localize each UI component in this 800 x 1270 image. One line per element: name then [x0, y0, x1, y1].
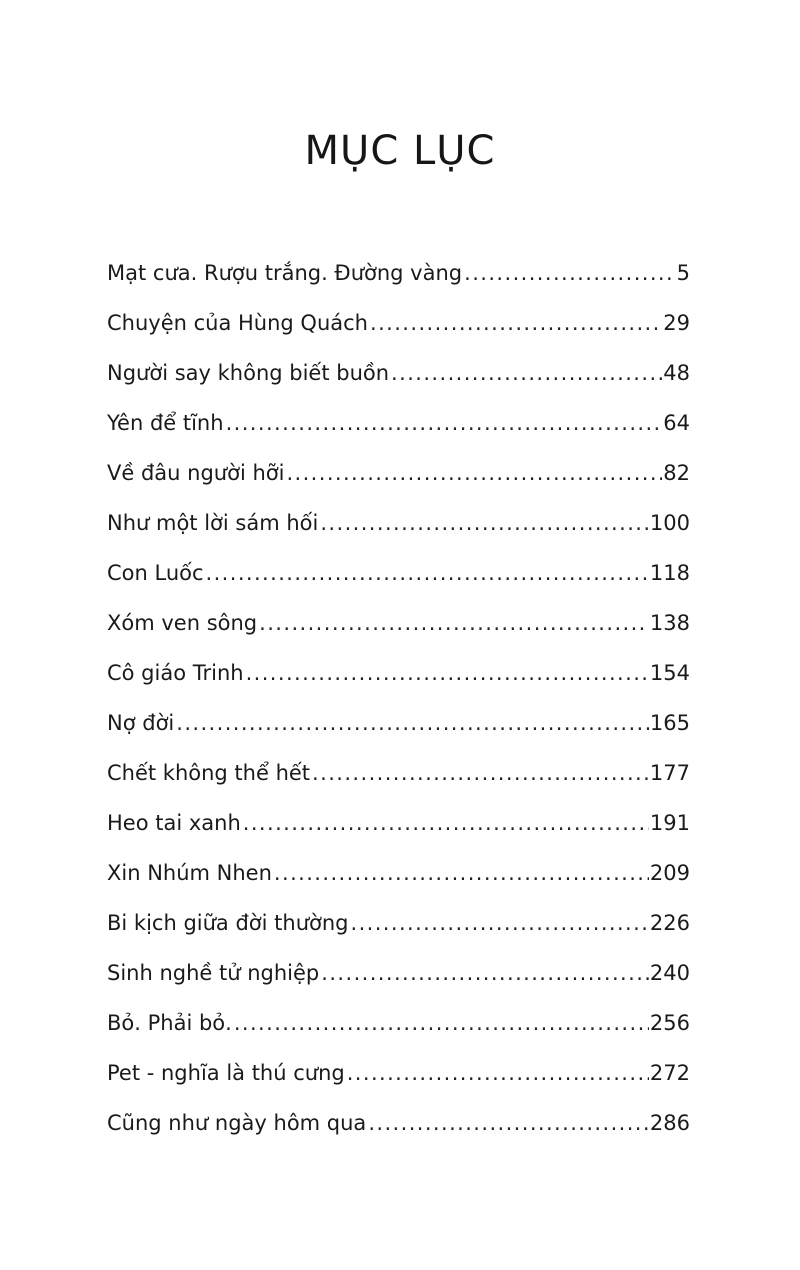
entry-page: 240	[649, 961, 690, 985]
toc-entry	[107, 948, 690, 998]
entry-title: Người say không biết buồn	[107, 361, 390, 385]
toc-entry	[107, 898, 690, 948]
toc-entry	[107, 798, 690, 848]
entry-title: Xin Nhúm Nhen	[107, 861, 272, 885]
entry-title: Về đâu người hỡi	[107, 461, 285, 485]
dot-leader	[464, 248, 676, 298]
entry-page: 165	[649, 711, 690, 735]
entry-title: Chết không thể hết	[107, 761, 311, 785]
dot-leader	[286, 448, 662, 498]
entry-page: 64	[663, 411, 690, 435]
dot-leader	[320, 498, 649, 548]
toc-entry	[107, 748, 690, 798]
entry-page: 100	[649, 511, 690, 535]
entry-title: Heo tai xanh	[107, 811, 241, 835]
dot-leader	[274, 848, 649, 898]
dot-leader	[368, 1098, 649, 1148]
toc-entry	[107, 598, 690, 648]
entry-page: 154	[649, 661, 690, 685]
dot-leader	[370, 298, 662, 348]
entry-title: Pet - nghĩa là thú cưng	[107, 1061, 345, 1085]
entry-page: 82	[663, 461, 690, 485]
entry-page: 256	[649, 1011, 690, 1035]
entry-title: Nợ đời	[107, 711, 175, 735]
toc-entry	[107, 498, 690, 548]
dot-leader	[226, 398, 663, 448]
toc-entry	[107, 548, 690, 598]
toc-entry	[107, 998, 690, 1048]
table-of-contents	[107, 248, 690, 1148]
entry-title: Mạt cưa. Rượu trắng. Đường vàng	[107, 261, 463, 285]
toc-entry	[107, 398, 690, 448]
dot-leader	[347, 1048, 649, 1098]
entry-page: 286	[649, 1111, 690, 1135]
entry-title: Như một lời sám hối	[107, 511, 319, 535]
entry-page: 5	[676, 261, 690, 285]
dot-leader	[206, 548, 649, 598]
entry-title: Chuyện của Hùng Quách	[107, 311, 368, 335]
toc-entry	[107, 248, 690, 298]
dot-leader	[243, 798, 649, 848]
entry-page: 191	[649, 811, 690, 835]
entry-title: Sinh nghề tử nghiệp	[107, 961, 320, 985]
entry-title: Xóm ven sông	[107, 611, 258, 635]
entry-title: Cô giáo Trinh	[107, 661, 244, 685]
page-title: MỤC LỤC	[304, 128, 496, 174]
toc-entry	[107, 698, 690, 748]
entry-page: 272	[649, 1061, 690, 1085]
toc-entry	[107, 348, 690, 398]
entry-page: 118	[649, 561, 690, 585]
dot-leader	[234, 998, 649, 1048]
entry-page: 209	[649, 861, 690, 885]
entry-page: 177	[649, 761, 690, 785]
dot-leader	[176, 698, 649, 748]
entry-title: Bỏ. Phải bỏ.	[107, 1011, 232, 1035]
toc-entry	[107, 298, 690, 348]
entry-title: Bi kịch giữa đời thường	[107, 911, 349, 935]
dot-leader	[321, 948, 649, 998]
entry-page: 29	[663, 311, 690, 335]
dot-leader	[351, 898, 649, 948]
toc-entry	[107, 1098, 690, 1148]
entry-title: Con Luốc	[107, 561, 204, 585]
entry-page: 48	[663, 361, 690, 385]
entry-page: 226	[649, 911, 690, 935]
toc-entry	[107, 1048, 690, 1098]
toc-entry	[107, 848, 690, 898]
dot-leader	[391, 348, 662, 398]
entry-title: Yên để tĩnh	[107, 411, 224, 435]
toc-entry	[107, 648, 690, 698]
entry-title: Cũng như ngày hôm qua	[107, 1111, 367, 1135]
dot-leader	[312, 748, 649, 798]
toc-entry	[107, 448, 690, 498]
dot-leader	[246, 648, 649, 698]
entry-page: 138	[649, 611, 690, 635]
dot-leader	[259, 598, 649, 648]
